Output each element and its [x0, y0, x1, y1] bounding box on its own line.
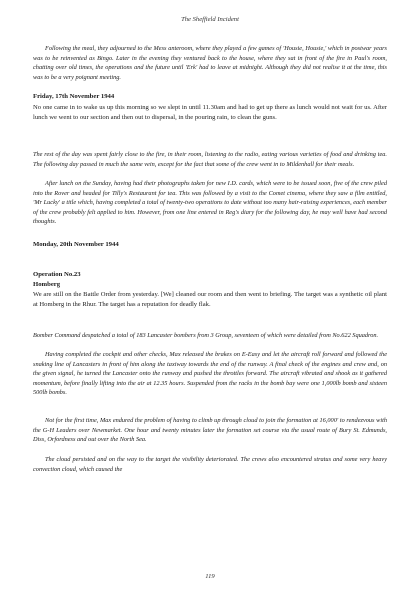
diary-heading-monday: Monday, 20th November 1944: [33, 241, 119, 248]
page-number: 119: [205, 573, 215, 580]
paragraph-bomber-command: Bomber Command despatched a total of 183 Lancaster bombers from 3 Group, seventeen of which were detailed from No.622 Squadron.: [33, 332, 379, 339]
paragraph-sunday: After lunch on the Sunday, having had their photographs taken for new I.D. cards, which were to be issued soon, five of the crew piled into the Rover and headed for Tilly's Restaurant for tea. This was followed by a visit to the Comet cinema, where they saw a film entitled, 'Mr Lucky' a title which, having completed a total of twenty-two operations to date without too many hair-raising experiences, each member of the crew probably felt applied to him. However, from one line entered in Reg's diary for the following day, he may well have had second thoughts.: [33, 180, 387, 226]
paragraph-rest-of-day: The rest of the day was spent fairly close to the fire, in their room, listening to the radio, eating various varieties of food and drinking tea. The following day passed in much the same vein, except for the fact that some of the crew went in to Mildenhall for their meals.: [33, 151, 387, 168]
target-heading: Homberg: [33, 281, 61, 288]
diary-entry-monday: We are still on the Battle Order from yesterday. [We] cleaned our room and then went to briefing. The target was a synthetic oil plant at Homberg in the Rhur. The target has a reputation for deadly flak.: [33, 291, 387, 308]
running-header: The Sheffield Incident: [181, 16, 239, 23]
diary-entry-friday: No one came in to wake us up this morning so we slept in until 11.30am and had to get up there as lunch would not wait for us. After lunch we went to our section and then out to dispersal, in the pouring rain, to clean the guns.: [33, 104, 387, 121]
paragraph-cloud: The cloud persisted and on the way to the target the visibility deteriorated. The crews also encountered stratus and some very heavy convection cloud, which caused the: [33, 456, 387, 473]
paragraph-takeoff: Having completed the cockpit and other checks, Max released the brakes on E-Easy and let the aircraft roll forward and followed the snaking line of Lancasters in front of him along the taxiway towards the end of the runway. A final check of the engines and crew and, on the given signal, he turned the Lancaster onto the runway and pushed the throttles forward. The aircraft vibrated and shook as it gathered momentum, before finally lifting into the air at 12.35 hours. Suspended from the racks in the bomb bay were one 1,000lb bomb and sixteen 500lb bombs.: [33, 351, 387, 397]
paragraph-mess-anteroom: Following the meal, they adjourned to the Mess anteroom, where they played a few games of 'Housie, Housie,' which in postwar years was to be reinvented as Bingo. Later in the evening they ventured back to the house, where they sat in front of the fire in Paul's room, chatting over old times, the operations and the future until 'Erk' had to leave at midnight. Although they did not realise it at the time, this was to be a very poignant meeting.: [33, 45, 387, 81]
paragraph-formation: Not for the first time, Max endured the problem of having to climb up through cloud to join the formation at 16,000' to rendezvous with the G-H Leaders over Newmarket. One hour and twenty minutes later the formation set course via the usual route of Bury St. Edmunds, Diss, Orfordness and out over the North Sea.: [33, 417, 387, 444]
operation-heading: Operation No.23: [33, 271, 81, 278]
diary-heading-friday: Friday, 17th November 1944: [33, 93, 115, 100]
